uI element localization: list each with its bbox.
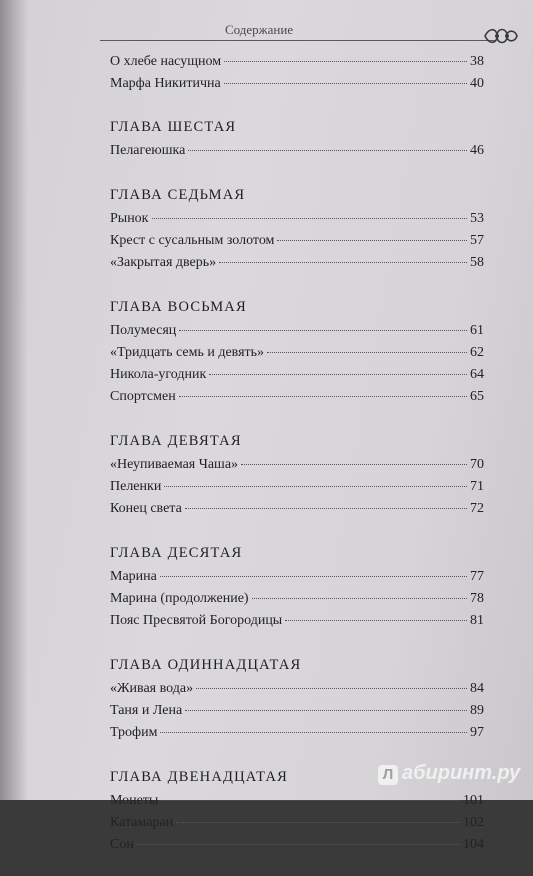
chapter-heading: ГЛАВА ВОСЬМАЯ bbox=[110, 299, 247, 315]
toc-entry bbox=[110, 342, 484, 364]
dot-leader bbox=[179, 396, 467, 397]
toc-entry bbox=[110, 230, 484, 252]
toc-entry bbox=[110, 208, 484, 230]
entry-page-number: 57 bbox=[470, 233, 484, 248]
running-header: Содержание bbox=[225, 22, 294, 37]
entry-title: «Неупиваемая Чаша» bbox=[110, 457, 239, 472]
table-of-contents bbox=[110, 51, 484, 876]
entry-title: Марина bbox=[110, 569, 157, 584]
dot-leader bbox=[196, 688, 467, 689]
ornament-icon bbox=[483, 24, 519, 48]
entry-page-number: 78 bbox=[470, 591, 484, 606]
toc-entry bbox=[110, 700, 484, 722]
chapter-heading: ГЛАВА ШЕСТАЯ bbox=[110, 119, 237, 135]
labirint-logo-icon: Л bbox=[378, 765, 398, 785]
entry-title: Спортсмен bbox=[110, 389, 176, 404]
dot-leader bbox=[161, 800, 460, 801]
toc-entry bbox=[110, 678, 484, 700]
dot-leader bbox=[224, 61, 467, 62]
dot-leader bbox=[219, 262, 467, 263]
entry-page-number: 62 bbox=[470, 345, 484, 360]
toc-entry bbox=[110, 252, 484, 274]
dot-leader bbox=[267, 352, 467, 353]
entry-page-number: 97 bbox=[470, 725, 484, 740]
dot-leader bbox=[164, 486, 467, 487]
entry-title: О хлебе насущном bbox=[110, 54, 222, 69]
dot-leader bbox=[185, 710, 467, 711]
dot-leader bbox=[179, 330, 467, 331]
entry-page-number: 89 bbox=[470, 703, 484, 718]
entry-page-number: 77 bbox=[470, 569, 484, 584]
entry-title: Конец света bbox=[110, 501, 182, 516]
entry-page-number: 61 bbox=[470, 323, 484, 338]
entry-page-number: 81 bbox=[470, 613, 484, 628]
chapter-heading: ГЛАВА ДЕСЯТАЯ bbox=[110, 545, 243, 561]
entry-page-number: 72 bbox=[470, 501, 484, 516]
toc-entry bbox=[110, 386, 484, 408]
header-rule bbox=[100, 40, 495, 41]
toc-entry bbox=[110, 834, 484, 856]
chapter-heading: ГЛАВА СЕДЬМАЯ bbox=[110, 187, 246, 203]
entry-title: Пояс Пресвятой Богородицы bbox=[110, 613, 283, 628]
book-spine-shadow bbox=[0, 0, 28, 800]
toc-entry bbox=[110, 476, 484, 498]
toc-entry bbox=[110, 812, 484, 834]
entry-title: «Живая вода» bbox=[110, 681, 194, 696]
entry-title: Монеты bbox=[110, 793, 159, 808]
dot-leader bbox=[252, 598, 467, 599]
watermark-text: абиринт.ру bbox=[402, 762, 521, 784]
entry-title: Катамаран bbox=[110, 815, 174, 830]
entry-page-number: 102 bbox=[463, 815, 484, 830]
dot-leader bbox=[176, 822, 460, 823]
entry-page-number: 104 bbox=[463, 837, 484, 852]
entry-title: Пеленки bbox=[110, 479, 162, 494]
toc-entry bbox=[110, 790, 484, 812]
entry-page-number: 101 bbox=[463, 793, 484, 808]
dot-leader bbox=[285, 620, 467, 621]
entry-title: Марина (продолжение) bbox=[110, 591, 249, 606]
entry-page-number: 70 bbox=[470, 457, 484, 472]
dot-leader bbox=[241, 464, 467, 465]
toc-entry bbox=[110, 722, 484, 744]
entry-page-number: 53 bbox=[470, 211, 484, 226]
chapter-heading: ГЛАВА ДЕВЯТАЯ bbox=[110, 433, 242, 449]
entry-title: Пелагеюшка bbox=[110, 143, 186, 158]
entry-page-number: 46 bbox=[470, 143, 484, 158]
dot-leader bbox=[160, 576, 467, 577]
dot-leader bbox=[152, 218, 468, 219]
entry-title: Марфа Никитична bbox=[110, 76, 221, 91]
toc-entry bbox=[110, 320, 484, 342]
toc-entry bbox=[110, 51, 484, 73]
dot-leader bbox=[224, 83, 467, 84]
toc-entry bbox=[110, 610, 484, 632]
dot-leader bbox=[160, 732, 467, 733]
entry-title: Таня и Лена bbox=[110, 703, 183, 718]
dot-leader bbox=[188, 150, 467, 151]
toc-section bbox=[110, 294, 484, 408]
entry-title: Трофим bbox=[110, 725, 158, 740]
toc-section bbox=[110, 540, 484, 632]
chapter-heading: ГЛАВА ОДИННАДЦАТАЯ bbox=[110, 657, 302, 673]
toc-entry bbox=[110, 140, 484, 162]
toc-entry bbox=[110, 364, 484, 386]
entry-title: «Тридцать семь и девять» bbox=[110, 345, 265, 360]
toc-section bbox=[110, 652, 484, 744]
chapter-heading: ГЛАВА ДВЕНАДЦАТАЯ bbox=[110, 769, 289, 785]
entry-title: Сон bbox=[110, 837, 134, 852]
entry-page-number: 58 bbox=[470, 255, 484, 270]
toc-entry bbox=[110, 588, 484, 610]
entry-page-number: 64 bbox=[470, 367, 484, 382]
entry-page-number: 65 bbox=[470, 389, 484, 404]
entry-page-number: 38 bbox=[470, 54, 484, 69]
entry-page-number: 84 bbox=[470, 681, 484, 696]
entry-title: «Закрытая дверь» bbox=[110, 255, 217, 270]
dot-leader bbox=[277, 240, 467, 241]
toc-section bbox=[110, 182, 484, 274]
toc-entry bbox=[110, 454, 484, 476]
entry-title: Крест с сусальным золотом bbox=[110, 233, 275, 248]
entry-title: Полумесяц bbox=[110, 323, 177, 338]
toc-entry bbox=[110, 566, 484, 588]
watermark bbox=[378, 762, 520, 785]
toc-entry bbox=[110, 498, 484, 520]
toc-section bbox=[110, 114, 484, 162]
entry-page-number: 40 bbox=[470, 76, 484, 91]
toc-entry bbox=[110, 73, 484, 95]
entry-title: Никола-угодник bbox=[110, 367, 207, 382]
entry-title: Рынок bbox=[110, 211, 149, 226]
dot-leader bbox=[137, 844, 460, 845]
toc-section bbox=[110, 428, 484, 520]
dot-leader bbox=[209, 374, 467, 375]
dot-leader bbox=[185, 508, 467, 509]
entry-page-number: 71 bbox=[470, 479, 484, 494]
toc-section bbox=[110, 51, 484, 95]
